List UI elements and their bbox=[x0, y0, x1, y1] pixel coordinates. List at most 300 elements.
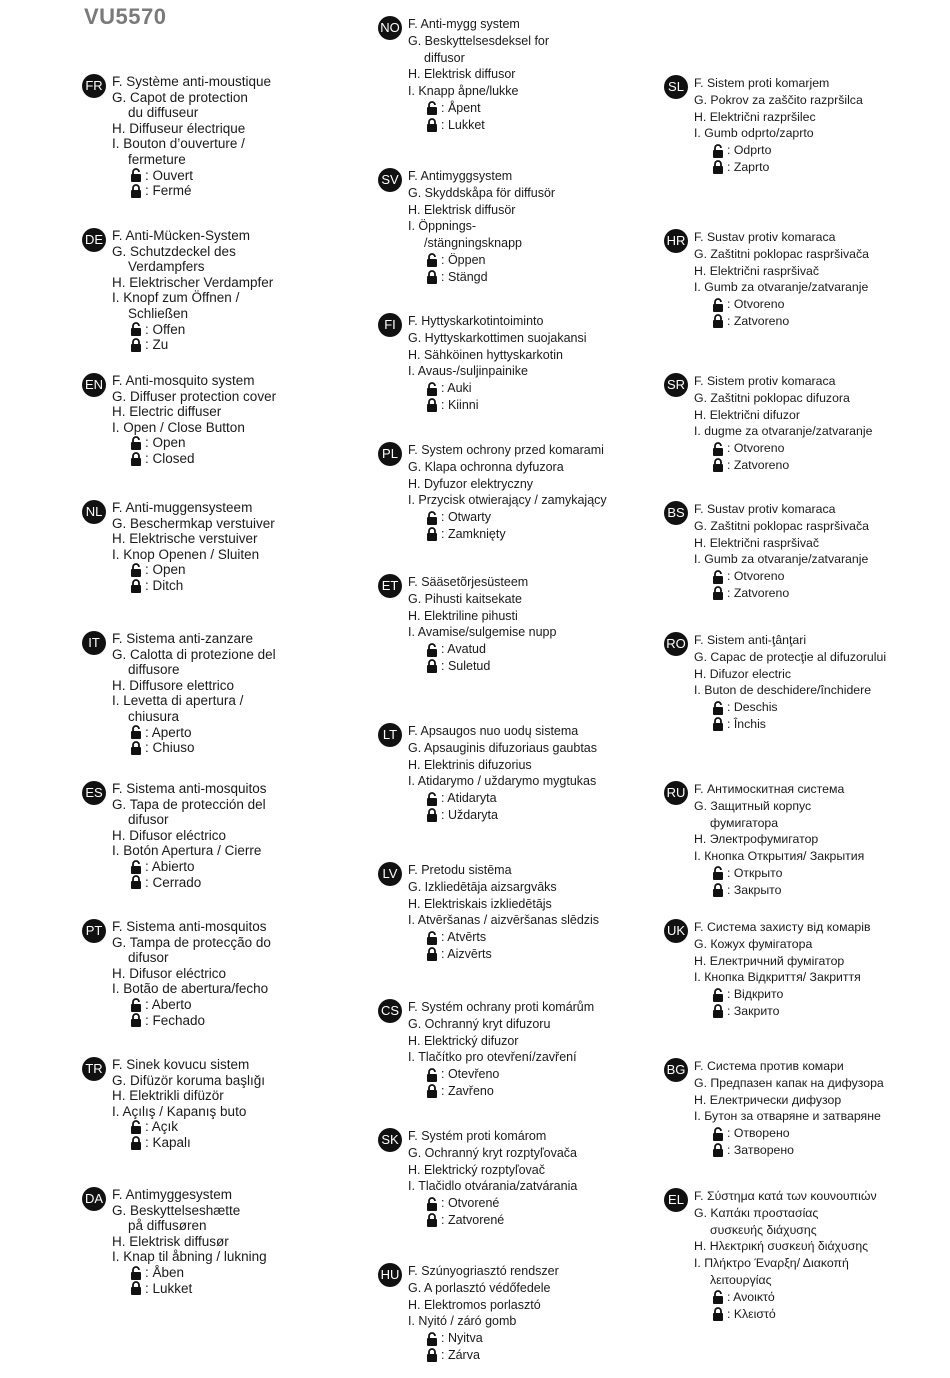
locked-padlock-icon bbox=[712, 1307, 724, 1321]
open-state-label bbox=[112, 168, 271, 184]
legend-line: H. Dyfuzor elektryczny bbox=[408, 476, 534, 491]
legend-lines bbox=[694, 1188, 877, 1322]
legend-line: difusor bbox=[128, 812, 169, 828]
open-state-label bbox=[408, 641, 556, 658]
language-code-badge: BG bbox=[664, 1058, 688, 1082]
closed-state-label bbox=[408, 269, 555, 286]
state-text: : Cerrado bbox=[145, 874, 202, 890]
unlocked-padlock-icon bbox=[712, 144, 724, 158]
language-code-badge: RO bbox=[664, 632, 688, 656]
locked-padlock-icon bbox=[130, 1013, 142, 1027]
locked-padlock-icon bbox=[130, 1281, 142, 1295]
legend-line: F. Sustav protiv komaraca bbox=[694, 502, 836, 516]
closed-state-label bbox=[112, 1135, 265, 1151]
legend-line: F. Sistem anti-ţânţari bbox=[694, 633, 807, 647]
state-text: : Zatvoreno bbox=[727, 585, 790, 600]
legend-line: G. Предпазен капак на дифузора bbox=[694, 1075, 884, 1090]
state-text: : Öppen bbox=[441, 252, 486, 267]
legend-line: I. Кнопка Відкриття/ Закриття bbox=[694, 970, 861, 985]
legend-line: diffusor bbox=[424, 50, 465, 65]
language-block-sv bbox=[378, 168, 555, 286]
legend-lines bbox=[694, 373, 872, 474]
legend-lines bbox=[112, 1057, 265, 1151]
legend-line: H. Elektriline pihusti bbox=[408, 608, 518, 623]
legend-line: συσκευής διάχυσης bbox=[710, 1222, 817, 1237]
legend-line: H. Sähköinen hyttyskarkotin bbox=[408, 347, 563, 362]
legend-line: G. Zaštitni poklopac difuzora bbox=[694, 390, 850, 405]
state-text: : Zamknięty bbox=[441, 526, 506, 541]
closed-state-label bbox=[694, 1142, 884, 1159]
locked-padlock-icon bbox=[712, 314, 724, 328]
state-text: : Aperto bbox=[145, 724, 192, 740]
language-block-bg bbox=[664, 1058, 884, 1159]
language-code-badge: NO bbox=[378, 16, 402, 40]
language-code-badge: IT bbox=[82, 631, 106, 655]
legend-line: H. Električni raspršivač bbox=[694, 535, 820, 550]
language-code-badge: HU bbox=[378, 1263, 402, 1287]
legend-line: I. Tlačidlo otvárania/zatvárania bbox=[408, 1179, 578, 1194]
unlocked-padlock-icon bbox=[712, 298, 724, 312]
closed-state-label bbox=[694, 1003, 871, 1020]
unlocked-padlock-icon bbox=[130, 168, 142, 182]
legend-lines bbox=[694, 632, 886, 733]
legend-line: F. Hyttyskarkotintoiminto bbox=[408, 314, 544, 328]
unlocked-padlock-icon bbox=[130, 436, 142, 450]
open-state-label bbox=[694, 865, 864, 882]
locked-padlock-icon bbox=[130, 741, 142, 755]
open-state-label bbox=[694, 699, 886, 716]
legend-line: G. Zaštitni poklopac raspršivača bbox=[694, 246, 869, 261]
unlocked-padlock-icon bbox=[130, 1266, 142, 1280]
language-block-sk bbox=[378, 1128, 577, 1229]
language-code-badge: UK bbox=[664, 919, 688, 943]
legend-line: chiusura bbox=[128, 708, 180, 724]
unlocked-padlock-icon bbox=[130, 860, 142, 874]
state-text: : Chiuso bbox=[145, 740, 195, 756]
legend-lines bbox=[408, 16, 549, 134]
open-state-label bbox=[112, 859, 267, 875]
closed-state-label bbox=[694, 457, 872, 474]
state-text: : Zárva bbox=[441, 1347, 480, 1362]
open-state-label bbox=[694, 986, 871, 1003]
unlocked-padlock-icon bbox=[130, 563, 142, 577]
locked-padlock-icon bbox=[426, 398, 438, 412]
legend-line: G. Apsauginis difuzoriaus gaubtas bbox=[408, 740, 598, 755]
state-text: : Åpent bbox=[441, 100, 481, 115]
legend-line: H. Električni raspršivač bbox=[694, 263, 820, 278]
legend-line: H. Electric diffuser bbox=[112, 404, 222, 420]
language-code-badge: FR bbox=[82, 74, 106, 98]
closed-state-label bbox=[694, 313, 869, 330]
language-block-lt bbox=[378, 723, 597, 824]
unlocked-padlock-icon bbox=[426, 792, 438, 806]
legend-lines bbox=[112, 373, 276, 467]
state-text: : Відкрито bbox=[727, 987, 784, 1002]
state-text: : Otvorené bbox=[441, 1196, 500, 1211]
open-state-label bbox=[694, 1125, 884, 1142]
closed-state-label bbox=[694, 585, 869, 602]
legend-lines bbox=[408, 442, 607, 543]
legend-lines bbox=[408, 574, 556, 675]
locked-padlock-icon bbox=[426, 1348, 438, 1362]
legend-line: F. Sääsetõrjesüsteem bbox=[408, 575, 529, 589]
open-state-label bbox=[112, 435, 276, 451]
locked-padlock-icon bbox=[712, 160, 724, 174]
legend-line: I. Бутон за отваряне и затваряне bbox=[694, 1109, 881, 1124]
open-state-label bbox=[112, 725, 276, 741]
open-state-label bbox=[112, 1265, 267, 1281]
state-text: : Zatvoreno bbox=[727, 313, 790, 328]
locked-padlock-icon bbox=[712, 458, 724, 472]
open-state-label bbox=[408, 1330, 559, 1347]
closed-state-label bbox=[112, 578, 275, 594]
locked-padlock-icon bbox=[426, 270, 438, 284]
legend-line: F. Pretodu sistēma bbox=[408, 863, 512, 877]
legend-line: H. Elektrisk diffusör bbox=[408, 202, 516, 217]
locked-padlock-icon bbox=[426, 527, 438, 541]
legend-line: G. Hyttyskarkottimen suojakansi bbox=[408, 330, 587, 345]
language-block-et bbox=[378, 574, 556, 675]
language-block-el bbox=[664, 1188, 877, 1322]
language-block-lv bbox=[378, 862, 599, 963]
legend-line: G. Καπάκι προστασίας bbox=[694, 1205, 819, 1220]
legend-lines bbox=[112, 1187, 267, 1296]
legend-line: фумигатора bbox=[710, 815, 779, 830]
unlocked-padlock-icon bbox=[712, 701, 724, 715]
unlocked-padlock-icon bbox=[130, 725, 142, 739]
state-text: : Åben bbox=[145, 1264, 185, 1280]
locked-padlock-icon bbox=[130, 184, 142, 198]
locked-padlock-icon bbox=[426, 947, 438, 961]
legend-line: H. Elektrisk diffusør bbox=[112, 1233, 229, 1249]
language-block-nl bbox=[82, 500, 275, 594]
legend-line: I. Atidarymo / uždarymo mygtukas bbox=[408, 774, 597, 789]
legend-line: H. Difuzor electric bbox=[694, 666, 792, 681]
state-text: : Closed bbox=[145, 450, 195, 466]
state-text: : Fermé bbox=[145, 183, 192, 199]
state-text: : Odprto bbox=[727, 143, 772, 158]
language-block-uk bbox=[664, 919, 871, 1020]
legend-line: G. Calotta di protezione del bbox=[112, 646, 276, 662]
legend-line: F. Sistem protiv komaraca bbox=[694, 374, 836, 388]
legend-line: /stängningsknapp bbox=[424, 236, 522, 251]
language-block-hr bbox=[664, 229, 869, 330]
language-block-en bbox=[82, 373, 276, 467]
legend-lines bbox=[112, 631, 276, 756]
legend-line: H. Difusor eléctrico bbox=[112, 827, 227, 843]
language-code-badge: DE bbox=[82, 228, 106, 252]
unlocked-padlock-icon bbox=[712, 866, 724, 880]
legend-lines bbox=[694, 501, 869, 602]
legend-lines bbox=[112, 228, 273, 353]
open-state-label bbox=[112, 997, 271, 1013]
open-state-label bbox=[408, 509, 607, 526]
closed-state-label bbox=[408, 1212, 577, 1229]
unlocked-padlock-icon bbox=[426, 643, 438, 657]
state-text: : Отворено bbox=[727, 1126, 790, 1141]
legend-lines bbox=[694, 1058, 884, 1159]
legend-line: F. Antimyggesystem bbox=[112, 1187, 233, 1202]
language-block-tr bbox=[82, 1057, 265, 1151]
state-text: : Zaprto bbox=[727, 159, 770, 174]
language-block-sr bbox=[664, 373, 872, 474]
legend-lines bbox=[694, 75, 863, 176]
legend-line: G. Klapa ochronna dyfuzora bbox=[408, 459, 564, 474]
open-state-label bbox=[408, 100, 549, 117]
unlocked-padlock-icon bbox=[426, 101, 438, 115]
state-text: : Open bbox=[145, 435, 186, 451]
legend-line: I. Przycisk otwierający / zamykający bbox=[408, 493, 607, 508]
legend-line: H. Elektrikli difüzör bbox=[112, 1088, 224, 1104]
closed-state-label bbox=[408, 1347, 559, 1364]
legend-line: G. A porlasztó védőfedele bbox=[408, 1280, 551, 1295]
locked-padlock-icon bbox=[426, 808, 438, 822]
legend-line: F. Sinek kovucu sistem bbox=[112, 1057, 250, 1072]
unlocked-padlock-icon bbox=[426, 382, 438, 396]
open-state-label bbox=[112, 1119, 265, 1135]
language-code-badge: FI bbox=[378, 313, 402, 337]
legend-line: G. Izkliedētāja aizsargvāks bbox=[408, 879, 557, 894]
legend-line: F. Système anti-moustique bbox=[112, 74, 272, 89]
language-code-badge: SK bbox=[378, 1128, 402, 1152]
language-code-badge: NL bbox=[82, 500, 106, 524]
open-state-label bbox=[694, 568, 869, 585]
legend-line: G. Zaštitni poklopac raspršivača bbox=[694, 518, 869, 533]
legend-lines bbox=[694, 781, 864, 899]
state-text: : Kiinni bbox=[441, 397, 479, 412]
state-text: : Ouvert bbox=[145, 167, 194, 183]
legend-line: I. Buton de deschidere/închidere bbox=[694, 683, 872, 698]
legend-line: H. Elektrický difuzor bbox=[408, 1033, 519, 1048]
legend-line: I. Knap til åbning / lukning bbox=[112, 1249, 267, 1265]
legend-lines bbox=[408, 723, 597, 824]
open-state-label bbox=[408, 252, 555, 269]
legend-line: du diffuseur bbox=[128, 105, 199, 121]
language-block-it bbox=[82, 631, 276, 756]
state-text: : Uždaryta bbox=[441, 807, 498, 822]
closed-state-label bbox=[408, 526, 607, 543]
state-text: : Kapalı bbox=[145, 1134, 191, 1150]
legend-line: H. Električni razpršilec bbox=[694, 109, 816, 124]
language-code-badge: PT bbox=[82, 919, 106, 943]
unlocked-padlock-icon bbox=[712, 1127, 724, 1141]
legend-line: H. Elektrinis difuzorius bbox=[408, 757, 532, 772]
language-code-badge: BS bbox=[664, 501, 688, 525]
language-code-badge: LV bbox=[378, 862, 402, 886]
closed-state-label bbox=[694, 1306, 877, 1323]
language-code-badge: ES bbox=[82, 781, 106, 805]
state-text: : Otwarty bbox=[441, 510, 492, 525]
state-text: : Zatvorené bbox=[441, 1212, 505, 1227]
legend-line: H. Електричний фумігатор bbox=[694, 953, 845, 968]
legend-line: G. Ochranný kryt difuzoru bbox=[408, 1016, 551, 1031]
legend-lines bbox=[112, 919, 271, 1028]
unlocked-padlock-icon bbox=[712, 442, 724, 456]
legend-line: I. Knopf zum Öffnen / bbox=[112, 290, 240, 306]
legend-line: F. Sistema anti-zanzare bbox=[112, 631, 254, 646]
state-text: : Nyitva bbox=[441, 1331, 483, 1346]
open-state-label bbox=[408, 929, 599, 946]
open-state-label bbox=[694, 440, 872, 457]
locked-padlock-icon bbox=[712, 586, 724, 600]
open-state-label bbox=[112, 562, 275, 578]
unlocked-padlock-icon bbox=[712, 988, 724, 1002]
state-text: : Zu bbox=[145, 337, 169, 353]
locked-padlock-icon bbox=[426, 118, 438, 132]
unlocked-padlock-icon bbox=[426, 253, 438, 267]
closed-state-label bbox=[408, 658, 556, 675]
state-text: : Затворено bbox=[727, 1142, 795, 1157]
language-code-badge: EL bbox=[664, 1188, 688, 1212]
legend-line: fermeture bbox=[128, 151, 186, 167]
unlocked-padlock-icon bbox=[426, 931, 438, 945]
language-code-badge: PL bbox=[378, 442, 402, 466]
state-text: : Închis bbox=[727, 716, 766, 731]
unlocked-padlock-icon bbox=[426, 1068, 438, 1082]
legend-line: H. Elektrický rozptyľovač bbox=[408, 1162, 546, 1177]
legend-line: G. Кожух фумігатора bbox=[694, 936, 813, 951]
language-block-fi bbox=[378, 313, 587, 414]
language-block-no bbox=[378, 16, 549, 134]
state-text: : Abierto bbox=[145, 858, 195, 874]
legend-line: diffusore bbox=[128, 662, 180, 678]
legend-line: H. Електрически дифузор bbox=[694, 1092, 842, 1107]
legend-lines bbox=[694, 229, 869, 330]
legend-line: I. Gumb za otvaranje/zatvaranje bbox=[694, 552, 869, 567]
language-code-badge: HR bbox=[664, 229, 688, 253]
closed-state-label bbox=[112, 183, 271, 199]
legend-line: F. Antimyggsystem bbox=[408, 169, 513, 183]
legend-line: I. Кнопка Открытия/ Закрытия bbox=[694, 849, 865, 864]
closed-state-label bbox=[112, 1281, 267, 1297]
language-block-de bbox=[82, 228, 273, 353]
locked-padlock-icon bbox=[130, 452, 142, 466]
legend-line: I. Knop Openen / Sluiten bbox=[112, 546, 260, 562]
state-text: : Закрыто bbox=[727, 882, 782, 897]
legend-line: G. Schutzdeckel des bbox=[112, 243, 236, 259]
legend-line: H. Elektromos porlasztó bbox=[408, 1297, 541, 1312]
state-text: : Zavřeno bbox=[441, 1083, 494, 1098]
locked-padlock-icon bbox=[712, 1004, 724, 1018]
legend-line: H. Elektrischer Verdampfer bbox=[112, 274, 274, 290]
language-code-badge: EN bbox=[82, 373, 106, 397]
legend-lines bbox=[408, 999, 594, 1100]
locked-padlock-icon bbox=[130, 579, 142, 593]
state-text: : Lukket bbox=[441, 117, 485, 132]
language-block-fr bbox=[82, 74, 271, 199]
language-code-badge: SR bbox=[664, 373, 688, 397]
unlocked-padlock-icon bbox=[426, 1332, 438, 1346]
legend-line: F. Anti-muggensysteem bbox=[112, 500, 253, 515]
legend-line: I. Bouton d’ouverture / bbox=[112, 136, 245, 152]
legend-lines bbox=[112, 500, 275, 594]
language-code-badge: LT bbox=[378, 723, 402, 747]
language-block-hu bbox=[378, 1263, 559, 1364]
unlocked-padlock-icon bbox=[712, 570, 724, 584]
open-state-label bbox=[694, 142, 863, 159]
locked-padlock-icon bbox=[426, 1213, 438, 1227]
state-text: : Auki bbox=[441, 381, 472, 396]
legend-line: F. Sistema anti-mosquitos bbox=[112, 781, 267, 796]
locked-padlock-icon bbox=[712, 717, 724, 731]
open-state-label bbox=[408, 1066, 594, 1083]
language-code-badge: SV bbox=[378, 168, 402, 192]
locked-padlock-icon bbox=[130, 875, 142, 889]
legend-line: F. Szúnyogriasztó rendszer bbox=[408, 1264, 559, 1278]
locked-padlock-icon bbox=[712, 883, 724, 897]
state-text: : Закрито bbox=[727, 1003, 780, 1018]
legend-line: F. Система против комари bbox=[694, 1059, 844, 1073]
legend-line: G. Защитный корпус bbox=[694, 798, 812, 813]
closed-state-label bbox=[408, 117, 549, 134]
state-text: : Aizvērts bbox=[441, 946, 492, 961]
state-text: : Otevřeno bbox=[441, 1067, 500, 1082]
state-text: : Κλειστό bbox=[727, 1306, 776, 1321]
legend-line: G. Beskyttelsesdeksel for bbox=[408, 33, 550, 48]
state-text: : Otvoreno bbox=[727, 569, 785, 584]
legend-line: λειτουργίας bbox=[710, 1272, 772, 1287]
locked-padlock-icon bbox=[426, 1084, 438, 1098]
state-text: : Atidaryta bbox=[441, 791, 497, 806]
unlocked-padlock-icon bbox=[426, 1197, 438, 1211]
locked-padlock-icon bbox=[130, 338, 142, 352]
legend-line: Schließen bbox=[128, 305, 189, 321]
locked-padlock-icon bbox=[130, 1136, 142, 1150]
legend-line: I. Gumb odprto/zaprto bbox=[694, 126, 814, 141]
legend-line: H. Diffusore elettrico bbox=[112, 677, 235, 693]
open-state-label bbox=[694, 296, 869, 313]
state-text: : Open bbox=[145, 562, 186, 578]
legend-line: F. System ochrony przed komarami bbox=[408, 443, 604, 457]
legend-line: I. Açılış / Kapanış buto bbox=[112, 1103, 247, 1119]
closed-state-label bbox=[112, 740, 276, 756]
legend-line: G. Diffuser protection cover bbox=[112, 388, 277, 404]
legend-line: I. Avaus-/suljinpainike bbox=[408, 364, 528, 379]
language-block-sl bbox=[664, 75, 863, 176]
legend-line: F. Sistema anti-mosquitos bbox=[112, 919, 267, 934]
unlocked-padlock-icon bbox=[130, 998, 142, 1012]
legend-line: Verdampfers bbox=[128, 259, 205, 275]
locked-padlock-icon bbox=[712, 1143, 724, 1157]
legend-line: I. Πλήκτρο Έναρξη/ Διακοπή bbox=[694, 1256, 849, 1271]
legend-line: H. Električni difuzor bbox=[694, 407, 800, 422]
legend-line: G. Ochranný kryt rozptyľovača bbox=[408, 1145, 577, 1160]
state-text: : Aberto bbox=[145, 996, 192, 1012]
open-state-label bbox=[408, 1195, 577, 1212]
language-code-badge: ET bbox=[378, 574, 402, 598]
open-state-label bbox=[694, 1289, 877, 1306]
legend-line: I. Botón Apertura / Cierre bbox=[112, 843, 262, 859]
language-block-pt bbox=[82, 919, 271, 1028]
legend-line: I. dugme za otvaranje/zatvaranje bbox=[694, 424, 873, 439]
legend-line: difusor bbox=[128, 950, 169, 966]
legend-line: G. Beschermkap verstuiver bbox=[112, 515, 275, 531]
legend-lines bbox=[112, 781, 267, 890]
open-state-label bbox=[408, 380, 587, 397]
closed-state-label bbox=[408, 807, 597, 824]
legend-line: F. Sustav protiv komaraca bbox=[694, 230, 836, 244]
legend-line: H. Elektriskais izkliedētājs bbox=[408, 896, 552, 911]
legend-line: I. Botão de abertura/fecho bbox=[112, 981, 269, 997]
legend-line: F. Σύστημα κατά των κουνουπιών bbox=[694, 1189, 877, 1203]
language-block-ro bbox=[664, 632, 886, 733]
legend-line: I. Gumb za otvaranje/zatvaranje bbox=[694, 280, 869, 295]
legend-line: G. Capot de protection bbox=[112, 89, 248, 105]
legend-lines bbox=[408, 313, 587, 414]
legend-line: H. Ηλεκτρική συσκευή διάχυσης bbox=[694, 1239, 869, 1254]
state-text: : Otvoreno bbox=[727, 441, 785, 456]
language-code-badge: CS bbox=[378, 999, 402, 1023]
